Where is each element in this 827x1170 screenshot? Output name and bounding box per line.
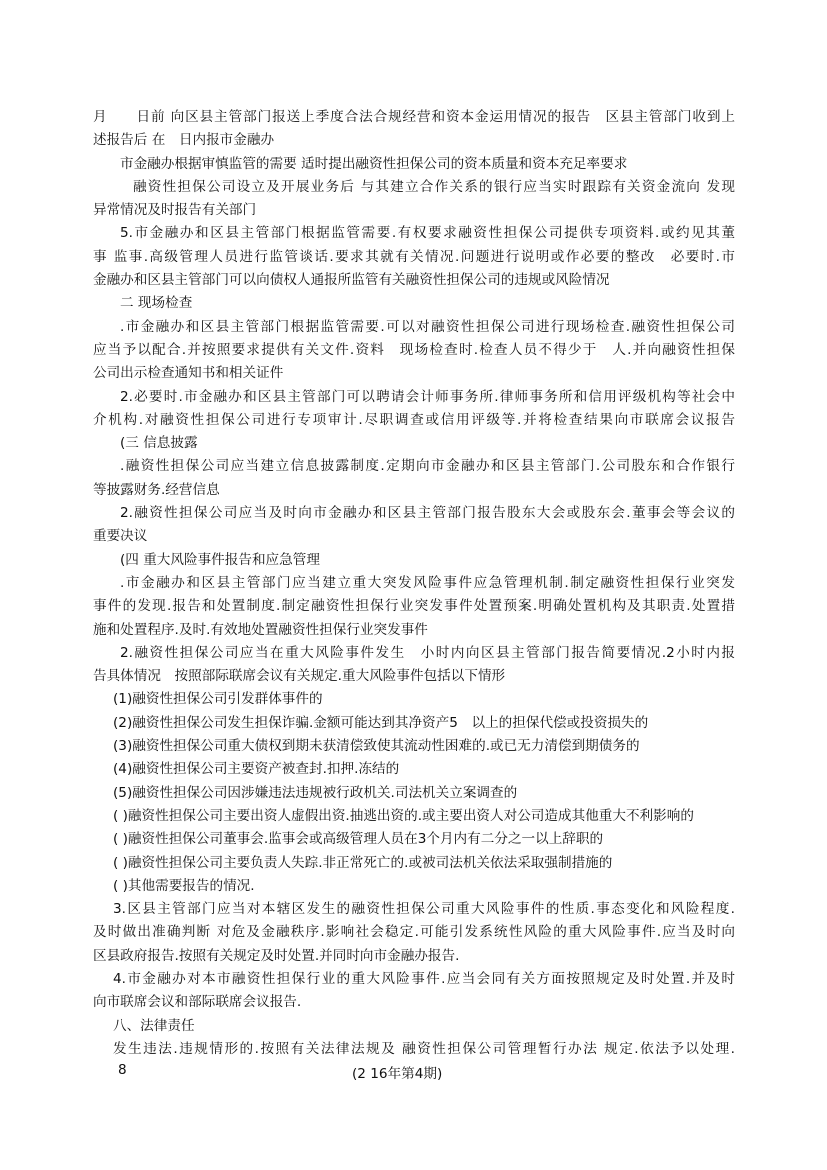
list-item: ( )融资性担保公司董事会.监事会或高级管理人员在3个月内有二分之一以上辞职的 <box>113 831 604 848</box>
text-line: 发生违法.违规情形的.按照有关法律法规及 融资性担保公司管理暂行办法 规定.依法予以处理. <box>113 1040 735 1057</box>
list-item: ( )融资性担保公司主要负责人失踪.非正常死亡的.或被司法机关依法采取强制措施的 <box>113 854 613 871</box>
text-line: 异常情况及时报告有关部门 <box>93 202 257 219</box>
text-line: 告具体情况 按照部际联席会议有关规定.重大风险事件包括以下情形 <box>93 668 506 685</box>
text-line: 等披露财务.经营信息 <box>93 481 220 498</box>
text-line: 事 监事.高级管理人员进行监管谈话.要求其就有关情况.问题进行说明或作必要的整改 必要时.市 <box>93 248 735 265</box>
text-line: 区县政府报告.按照有关规定及时处置.并同时向市金融办报告. <box>93 947 460 964</box>
text-line: 重要决议 <box>93 528 148 545</box>
list-item: (2)融资性担保公司发生担保诈骗.金额可能达到其净资产5 以上的担保代偿或投资损失的 <box>113 714 649 731</box>
text-line: 及时做出准确判断 对危及金融秩序.影响社会稳定.可能引发系统性风险的重大风险事件.应当及时向 <box>93 924 735 941</box>
text-line: 市金融办根据审慎监管的需要 适时提出融资性担保公司的资本质量和资本充足率要求 <box>120 155 628 172</box>
list-item: (4)融资性担保公司主要资产被查封.扣押.冻结的 <box>113 761 400 778</box>
list-item: (5)融资性担保公司因涉嫌违法违规被行政机关.司法机关立案调查的 <box>113 784 518 801</box>
text-line: 事件的发现.报告和处置制度.制定融资性担保行业突发事件处置预案.明确处置机构及其职责.处置措 <box>93 598 735 615</box>
text-line: .市金融办和区县主管部门根据监管需要.可以对融资性担保公司进行现场检查.融资性担保公司 <box>120 318 735 335</box>
page-footer <box>0 1062 827 1082</box>
text-line: .市金融办和区县主管部门应当建立重大突发风险事件应急管理机制.制定融资性担保行业突发 <box>120 574 735 591</box>
document-body <box>93 106 735 1061</box>
list-item: ( )其他需要报告的情况. <box>113 877 255 894</box>
section-heading: 八、法律责任 <box>113 1017 195 1034</box>
text-line: 介机构.对融资性担保公司进行专项审计.尽职调查或信用评级等.并将检查结果向市联席会议报告 <box>93 411 735 428</box>
list-item: (1)融资性担保公司引发群体事件的 <box>113 691 323 708</box>
list-item: (3)融资性担保公司重大债权到期未获清偿致使其流动性困难的.或已无力清偿到期债务的 <box>113 738 640 755</box>
text-line: 向市联席会议和部际联席会议报告. <box>93 994 302 1011</box>
text-line: .融资性担保公司应当建立信息披露制度.定期向市金融办和区县主管部门.公司股东和合作银行 <box>120 458 735 475</box>
text-line: 月 日前 向区县主管部门报送上季度合法合规经营和资本金运用情况的报告 区县主管部门收到上 <box>93 109 735 125</box>
text-line: 公司出示检查通知书和相关证件 <box>93 365 284 382</box>
issue-label: (2 16年第4期) <box>352 1066 443 1082</box>
section-heading: 二 现场检查 <box>120 295 193 312</box>
text-line: 2.融资性担保公司应当在重大风险事件发生 小时内向区县主管部门报告简要情况.2小时内报 <box>120 644 735 661</box>
text-line: 施和处置程序.及时.有效地处置融资性担保行业突发事件 <box>93 621 428 638</box>
text-line: 4.市金融办对本市融资性担保行业的重大风险事件.应当会同有关方面按照规定及时处置.并及时 <box>113 970 735 987</box>
text-line: 2.必要时.市金融办和区县主管部门可以聘请会计师事务所.律师事务所和信用评级机构等社会中 <box>120 388 735 405</box>
section-heading: (三 信息披露 <box>120 435 198 452</box>
text-line: 应当予以配合.并按照要求提供有关文件.资料 现场检查时.检查人员不得少于 人.并向融资性担保 <box>93 341 735 358</box>
text-line: 2.融资性担保公司应当及时向市金融办和区县主管部门报告股东大会或股东会.董事会等会议的 <box>120 505 735 522</box>
text-line: 融资性担保公司设立及开展业务后 与其建立合作关系的银行应当实时跟踪有关资金流向 发现 <box>133 178 735 195</box>
section-heading: (四 重大风险事件报告和应急管理 <box>120 551 320 568</box>
text-line: 金融办和区县主管部门可以向债权人通报所监管有关融资性担保公司的违规或风险情况 <box>93 272 610 289</box>
text-line: 3.区县主管部门应当对本辖区发生的融资性担保公司重大风险事件的性质.事态变化和风险程度. <box>113 901 735 918</box>
text-line: 5.市金融办和区县主管部门根据监管需要.有权要求融资性担保公司提供专项资料.或约见其董 <box>120 225 735 242</box>
page-number: 8 <box>118 1062 127 1078</box>
text-line: 述报告后 在 日内报市金融办 <box>93 132 275 149</box>
list-item: ( )融资性担保公司主要出资人虚假出资.抽逃出资的.或主要出资人对公司造成其他重大不利影响的 <box>113 807 694 824</box>
